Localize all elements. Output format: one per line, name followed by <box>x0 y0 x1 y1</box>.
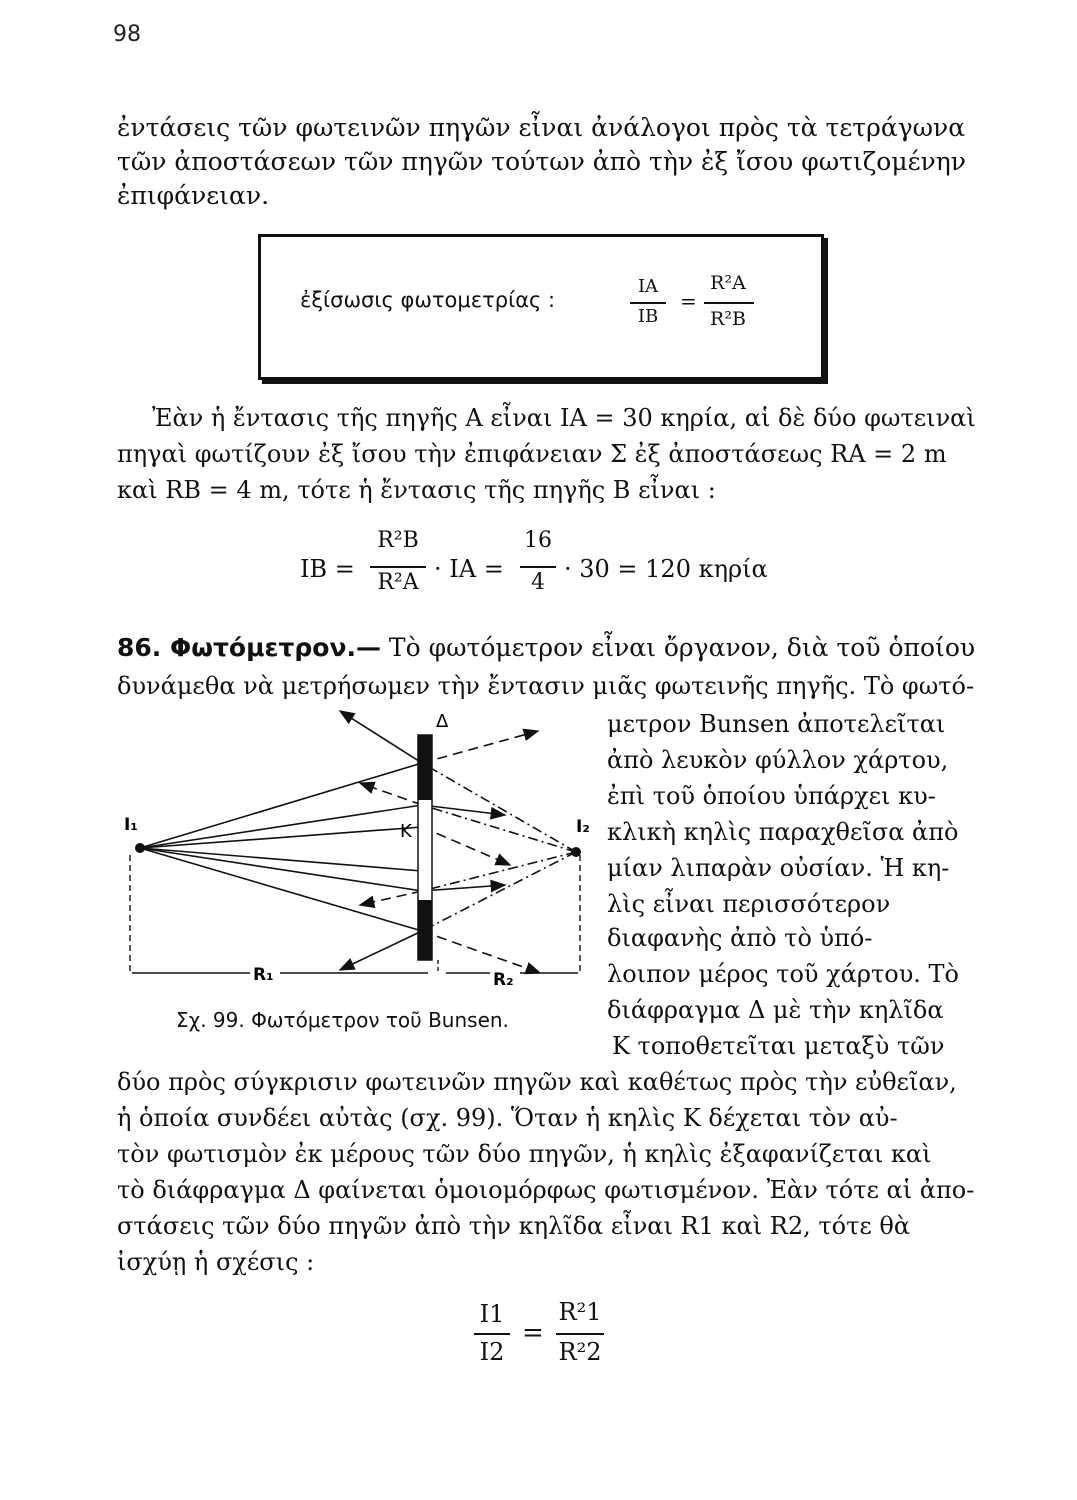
formula-f2-numerator: 16 <box>524 528 552 553</box>
body-line-2: ἡ ὁποία συνδέει αὐτὰς (σχ. 99). Ὅταν ἡ κηλὶς Κ δέχεται τὸν αὐ- <box>117 1104 898 1132</box>
right-col-line-4: κλικὴ κηλὶς παραχθεῖσα ἀπὸ <box>607 818 959 846</box>
label-i1: I₁ <box>124 815 138 835</box>
body-line-6: ἰσχύῃ ἡ σχέσις : <box>117 1248 315 1276</box>
label-i2: I₂ <box>576 817 590 837</box>
source-1-point <box>135 843 145 853</box>
label-r2: R₂ <box>493 970 514 990</box>
eq-lhs-denominator: IB <box>637 306 659 327</box>
final-den-left: I2 <box>479 1338 505 1366</box>
right-col-line-1: μετρον Bunsen ἀποτελεῖται <box>607 710 946 738</box>
intro-line-1: ἐντάσεις τῶν φωτεινῶν πηγῶν εἶναι ἀνάλογοι πρὸς τὰ τετράγωνα <box>117 113 966 142</box>
eq-lhs-fraction-bar <box>630 302 666 304</box>
label-r1: R₁ <box>253 965 274 985</box>
right-col-line-5: μίαν λιπαρὰν οὐσίαν. Ἡ κη- <box>607 854 950 882</box>
right-col-line-6: λὶς εἶναι περισσότερον <box>607 890 891 918</box>
body-line-1: δύο πρὸς σύγκρισιν φωτεινῶν πηγῶν καὶ καθέτως πρὸς τὴν εὐθεῖαν, <box>117 1068 957 1096</box>
source-2-reflected <box>360 731 540 973</box>
right-col-line-9: διάφραγμα Δ μὲ τὴν κηλῖδα <box>607 996 944 1024</box>
diaphragm-upper-dark <box>418 735 432 800</box>
equation-label: ἐξίσωσις φωτομετρίας : <box>300 288 556 312</box>
section-line-1 <box>117 632 975 664</box>
final-bar-left <box>474 1333 510 1335</box>
right-col-line-2: ἀπὸ λευκὸν φύλλον χάρτου, <box>607 746 949 774</box>
example-line-2: πηγαὶ φωτίζουν ἐξ ἴσου τὴν ἐπιφάνειαν Σ ἐξ ἀποστάσεως RA = 2 m <box>117 440 947 468</box>
right-col-line-8: λοιπον μέρος τοῦ χάρτου. Τὸ <box>607 960 960 988</box>
label-k: K <box>400 821 412 842</box>
example-line-1: Ἐὰν ἡ ἔντασις τῆς πηγῆς Α εἶναι IA = 30 κηρία, αἱ δὲ δύο φωτειναὶ <box>152 404 976 432</box>
body-line-5: στάσεις τῶν δύο πηγῶν ἀπὸ τὴν κηλῖδα εἶναι R1 καὶ R2, τότε θὰ <box>117 1212 911 1240</box>
formula-f2-denominator: 4 <box>531 570 545 595</box>
source-1-rays <box>140 763 422 931</box>
page-number: 98 <box>113 22 141 47</box>
label-delta: Δ <box>436 711 449 732</box>
right-col-line-3: ἐπὶ τοῦ ὁποίου ὑπάρχει κυ- <box>607 782 936 810</box>
eq-equals: = <box>680 289 697 313</box>
section-heading: 86. Φωτόμετρον.— <box>117 633 381 662</box>
example-line-3: καὶ RB = 4 m, τότε ἡ ἔντασις τῆς πηγῆς Β εἶναι : <box>117 476 716 504</box>
final-equals: = <box>522 1318 544 1348</box>
final-num-left: I1 <box>479 1300 505 1328</box>
body-line-3: τὸν φωτισμὸν ἐκ μέρους τῶν δύο πηγῶν, ἡ κηλὶς ἐξαφανίζεται καὶ <box>117 1140 932 1168</box>
right-col-line-10: Κ τοποθετεῖται μεταξὺ τῶν <box>612 1032 945 1060</box>
final-den-right: R²2 <box>558 1338 602 1366</box>
section-line-1-rest: Τὸ φωτόμετρον εἶναι ὄργανον, διὰ τοῦ ὁποίου <box>388 633 976 662</box>
final-num-right: R²1 <box>558 1298 602 1326</box>
section-line-2: δυνάμεθα νὰ μετρήσωμεν τὴν ἔντασιν μιᾶς φωτεινῆς πηγῆς. Τὸ φωτό- <box>117 672 975 700</box>
formula-f1-bar <box>370 566 426 568</box>
formula-f2-bar <box>520 566 556 568</box>
body-line-4: τὸ διάφραγμα Δ φαίνεται ὁμοιομόρφως φωτισμένον. Ἐὰν τότε αἱ ἀπο- <box>117 1176 975 1204</box>
formula-f1-numerator: R²B <box>377 528 419 553</box>
right-col-line-7: διαφανὴς ἀπὸ τὸ ὑπό- <box>607 924 873 952</box>
intro-line-3: ἐπιφάνειαν. <box>117 181 270 210</box>
intro-line-2: τῶν ἀποστάσεων τῶν πηγῶν τούτων ἀπὸ τὴν ἐξ ἴσου φωτιζομένην <box>117 147 966 176</box>
figure-caption: Σχ. 99. Φωτόμετρον τοῦ Bunsen. <box>176 1008 509 1032</box>
formula-tail: · 30 = 120 κηρία <box>564 555 768 583</box>
eq-rhs-fraction-bar <box>704 302 754 304</box>
eq-rhs-numerator: R²A <box>710 272 746 294</box>
final-bar-right <box>556 1333 604 1335</box>
formula-mid: · IA = <box>434 555 504 583</box>
eq-rhs-denominator: R²B <box>710 308 746 330</box>
bunsen-photometer-figure <box>110 705 605 1005</box>
eq-lhs-numerator: IA <box>637 276 659 297</box>
formula-lhs: IB = <box>300 555 355 583</box>
diaphragm-lower-dark <box>418 900 432 960</box>
source-2-rays <box>422 763 576 931</box>
formula-f1-denominator: R²A <box>377 570 419 595</box>
